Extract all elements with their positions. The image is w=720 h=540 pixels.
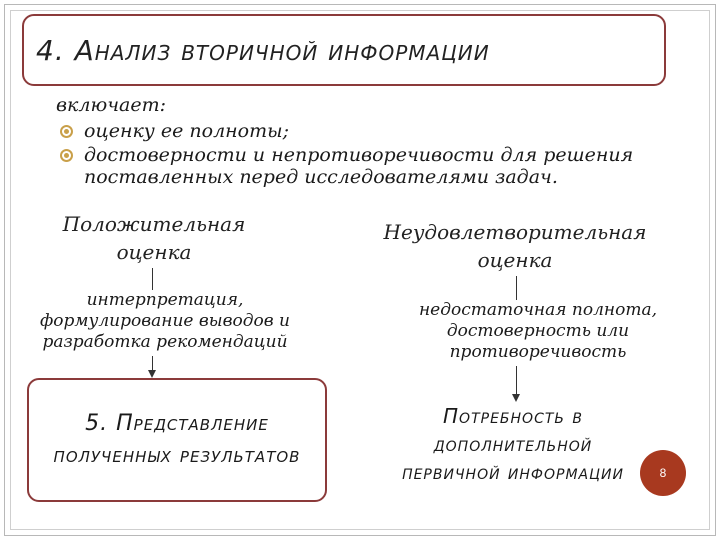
bullet-list (60, 120, 690, 190)
connector-line (152, 268, 153, 290)
negative-heading: Неудовлетворительная оценка (383, 220, 647, 272)
need-text: Потребность в дополнительной первичной информации (402, 404, 624, 484)
bullet-text: достоверности и непротиворечивости для решения поставленных перед исследователями задач. (84, 144, 634, 188)
list-item (60, 120, 690, 142)
intro-text: включает: (56, 94, 167, 116)
list-item (60, 144, 690, 188)
arrow-down-icon (512, 394, 520, 402)
positive-detail: интерпретация, формулирование выводов и разработка рекомендаций (39, 290, 291, 352)
circle-bullet-icon (60, 149, 73, 162)
connector-line (516, 276, 517, 300)
circle-bullet-icon (60, 125, 73, 138)
result-text: 5. Представление полученных результатов (53, 411, 301, 468)
title-box (22, 14, 666, 86)
result-box (27, 378, 327, 502)
bullet-text: оценку ее полноты; (84, 120, 290, 142)
positive-heading: Положительная оценка (62, 212, 246, 264)
arrow-down-icon (148, 370, 156, 378)
connector-line (516, 366, 517, 396)
slide-title: 4. Анализ вторичной информации (36, 33, 490, 67)
negative-detail: недостаточная полнота, достоверность или противоречивость (418, 300, 658, 362)
page-number-badge: 8 (640, 450, 686, 496)
